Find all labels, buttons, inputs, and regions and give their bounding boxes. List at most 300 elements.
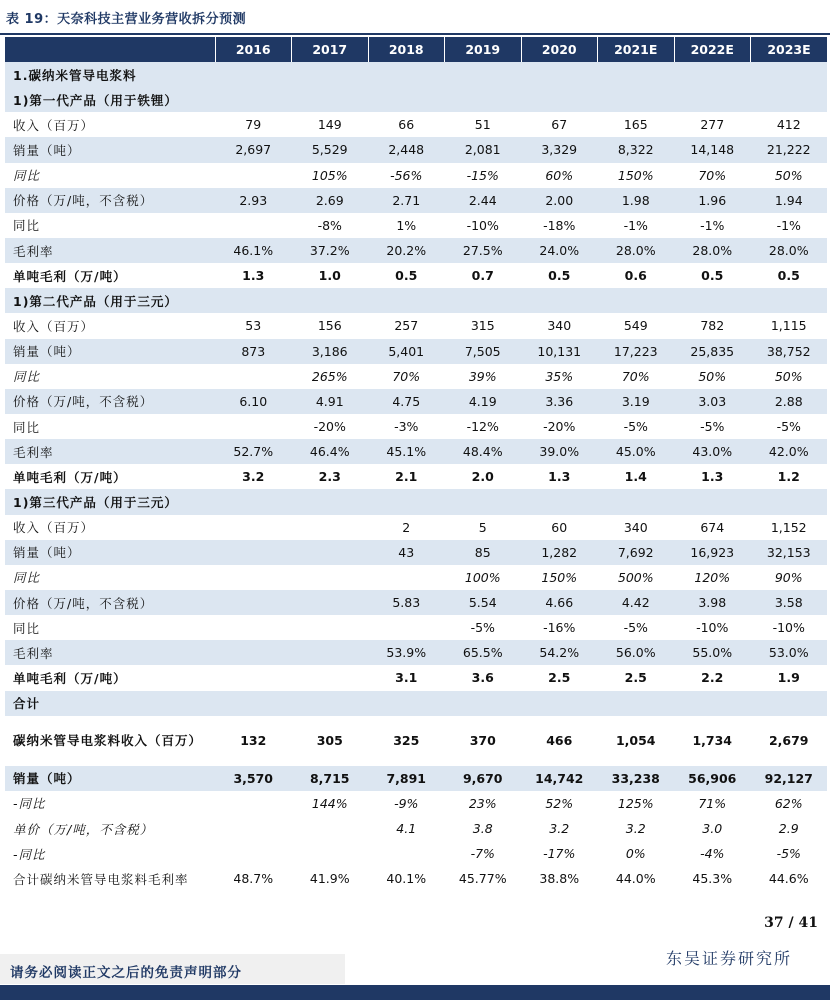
table-cell: [368, 841, 445, 866]
table-cell: 3.03: [674, 389, 751, 414]
row-label: 单吨毛利（万/吨）: [13, 469, 127, 485]
table-cell: [292, 62, 369, 87]
header-cell: 2018: [368, 37, 445, 62]
table-cell: -12%: [466, 419, 499, 435]
table-cell: 53.0%: [751, 640, 828, 665]
caption-rule: [0, 33, 830, 35]
row-label: 同比: [13, 168, 41, 184]
table-row: [5, 213, 827, 238]
table-cell: -17%: [543, 846, 576, 862]
table-cell: 5: [478, 519, 487, 535]
table-cell: 100%: [464, 569, 501, 585]
table-cell: 14,148: [674, 137, 751, 162]
table-row: [5, 816, 827, 841]
table-cell: 46.1%: [215, 238, 292, 263]
table-cell: 3,186: [292, 339, 369, 364]
row-label: 价格（万/吨，不含税）: [5, 389, 215, 414]
table-cell: 3.6: [471, 670, 494, 686]
table-cell: 0.7: [471, 268, 494, 284]
table-cell: [368, 288, 445, 313]
table-cell: -8%: [317, 217, 342, 233]
table-cell: 25,835: [674, 339, 751, 364]
row-label: -同比: [13, 796, 46, 812]
table-cell: 277: [700, 117, 725, 133]
row-label: 同比: [13, 419, 41, 435]
table-cell: -1%: [623, 217, 648, 233]
table-cell: 466: [546, 733, 573, 749]
row-label: 合计: [5, 691, 215, 716]
table-cell: 2: [402, 519, 411, 535]
table-cell: [215, 163, 292, 188]
table-cell: 1.3: [548, 469, 571, 485]
row-label: 碳纳米管导电浆料收入（百万）: [13, 733, 203, 749]
table-cell: -7%: [470, 846, 495, 862]
table-row: [5, 439, 827, 464]
table-cell: 3.36: [521, 389, 598, 414]
table-cell: 5.83: [368, 590, 445, 615]
firm-name: 东吴证券研究所: [665, 949, 792, 968]
table-cell: [445, 288, 522, 313]
table-cell: 5.54: [445, 590, 522, 615]
table-cell: [751, 489, 828, 514]
table-cell: [368, 565, 445, 590]
table-cell: [215, 540, 292, 565]
table-cell: 150%: [541, 569, 578, 585]
row-label: 单吨毛利（万/吨）: [13, 268, 127, 284]
table-cell: [598, 62, 675, 87]
table-cell: 132: [240, 733, 267, 749]
table-cell: 105%: [311, 167, 348, 183]
table-cell: [215, 816, 292, 841]
table-cell: 1.96: [674, 188, 751, 213]
table-cell: [368, 691, 445, 716]
row-label: 销量（吨）: [5, 137, 215, 162]
table-cell: 46.4%: [292, 439, 369, 464]
table-cell: [292, 816, 369, 841]
table-cell: 782: [700, 318, 725, 334]
table-cell: 42.0%: [751, 439, 828, 464]
table-cell: 265%: [311, 368, 348, 384]
row-label: 单吨毛利（万/吨）: [13, 670, 127, 686]
table-cell: [751, 87, 828, 112]
header-row: [5, 37, 827, 62]
table-cell: 56.0%: [598, 640, 675, 665]
table-cell: 0.5: [395, 268, 418, 284]
table-cell: [215, 489, 292, 514]
table-cell: 38,752: [751, 339, 828, 364]
table-cell: 125%: [617, 795, 654, 811]
table-cell: [521, 62, 598, 87]
table-row: [5, 188, 827, 213]
table-cell: 28.0%: [674, 238, 751, 263]
table-cell: 50%: [774, 368, 803, 384]
table-row: [5, 590, 827, 615]
table-cell: 3,329: [521, 137, 598, 162]
table-cell: [215, 565, 292, 590]
table-cell: 1.98: [598, 188, 675, 213]
bottom-bar: [0, 985, 830, 1000]
table-cell: 20.2%: [368, 238, 445, 263]
table-row: [5, 841, 827, 866]
table-row: [5, 112, 827, 137]
table-cell: 6.10: [215, 389, 292, 414]
table-cell: 3.8: [472, 821, 493, 836]
table-cell: [292, 691, 369, 716]
table-cell: 48.4%: [445, 439, 522, 464]
table-caption: 表 19：天奈科技主营业务营收拆分预测: [6, 12, 247, 27]
page-number: 37 / 41: [764, 915, 818, 931]
table-cell: [215, 841, 292, 866]
table-cell: [215, 640, 292, 665]
table-cell: 156: [317, 318, 342, 334]
table-cell: 120%: [694, 569, 731, 585]
row-label: 毛利率: [5, 439, 215, 464]
row-label: 毛利率: [5, 238, 215, 263]
table-body: [5, 62, 827, 891]
table-cell: 500%: [617, 569, 654, 585]
table-cell: 2.44: [445, 188, 522, 213]
table-cell: 2.5: [548, 670, 571, 686]
table-cell: 37.2%: [292, 238, 369, 263]
table-cell: 39%: [468, 368, 497, 384]
table-cell: 674: [700, 519, 725, 535]
table-cell: 5,401: [368, 339, 445, 364]
table-cell: 2.00: [521, 188, 598, 213]
table-cell: 4.42: [598, 590, 675, 615]
table-cell: 41.9%: [309, 871, 350, 887]
table-cell: [215, 590, 292, 615]
table-cell: 45.1%: [368, 439, 445, 464]
table-cell: 32,153: [751, 540, 828, 565]
table-cell: [292, 615, 369, 640]
table-cell: 9,670: [445, 766, 522, 791]
table-cell: 3.2: [242, 469, 265, 485]
table-cell: 5,529: [292, 137, 369, 162]
table-cell: 340: [547, 318, 572, 334]
table-cell: 24.0%: [521, 238, 598, 263]
table-cell: [751, 691, 828, 716]
table-cell: [215, 665, 292, 690]
table-cell: [368, 489, 445, 514]
table-cell: 3.2: [549, 821, 570, 836]
row-label: 1)第二代产品（用于三元）: [5, 288, 215, 313]
table-cell: 257: [394, 318, 419, 334]
table-cell: -5%: [700, 419, 725, 435]
table-cell: -1%: [776, 217, 801, 233]
row-label: 毛利率: [5, 640, 215, 665]
header-cell: 2022E: [674, 37, 751, 62]
table-cell: 60%: [545, 167, 574, 183]
table-cell: -10%: [696, 620, 729, 636]
row-label: 同比: [13, 570, 41, 586]
table-cell: 3.58: [751, 590, 828, 615]
table-cell: 3.1: [395, 670, 418, 686]
table-cell: 1.3: [242, 268, 265, 284]
table-row: [5, 565, 827, 590]
table-cell: 1.9: [777, 670, 800, 686]
table-cell: [368, 62, 445, 87]
table-cell: [598, 691, 675, 716]
table-row: [5, 163, 827, 188]
table-cell: [521, 87, 598, 112]
table-row: [5, 515, 827, 540]
table-cell: [215, 288, 292, 313]
table-cell: [674, 288, 751, 313]
table-row: [5, 665, 827, 690]
row-label: 收入（百万）: [13, 117, 95, 133]
table-cell: 90%: [774, 569, 803, 585]
table-cell: 2,081: [445, 137, 522, 162]
table-cell: 0%: [625, 846, 646, 862]
table-cell: [292, 565, 369, 590]
table-cell: [751, 62, 828, 87]
row-label: 同比: [13, 620, 41, 636]
table-cell: [292, 640, 369, 665]
table-cell: 8,715: [292, 766, 369, 791]
table-cell: 33,238: [598, 766, 675, 791]
table-cell: -5%: [470, 620, 495, 636]
table-cell: [215, 791, 292, 816]
table-cell: 2.5: [624, 670, 647, 686]
section-row: [5, 691, 827, 716]
table-cell: 305: [316, 733, 343, 749]
table-cell: 21,222: [751, 137, 828, 162]
table-cell: 3.98: [674, 590, 751, 615]
table-cell: 3.19: [598, 389, 675, 414]
table-cell: -10%: [772, 620, 805, 636]
table-cell: [292, 515, 369, 540]
table-cell: 1.2: [777, 469, 800, 485]
table-cell: [292, 665, 369, 690]
section-row: [5, 489, 827, 514]
table-cell: -5%: [776, 846, 801, 862]
header-cell: 2021E: [598, 37, 675, 62]
header-cell: 2016: [215, 37, 292, 62]
table-cell: 4.19: [445, 389, 522, 414]
table-row: [5, 364, 827, 389]
table-cell: 65.5%: [445, 640, 522, 665]
table-cell: 1,152: [770, 519, 807, 535]
table-cell: 52%: [545, 795, 574, 811]
table-cell: 2,697: [215, 137, 292, 162]
table-cell: [598, 489, 675, 514]
table-cell: 1,734: [692, 733, 733, 749]
section-row: [5, 288, 827, 313]
row-label: 收入（百万）: [13, 520, 95, 536]
table-cell: 43: [368, 540, 445, 565]
table-row: [5, 238, 827, 263]
table-cell: 1,054: [615, 733, 656, 749]
table-cell: 53.9%: [368, 640, 445, 665]
table-cell: -5%: [623, 419, 648, 435]
row-label: 同比: [13, 369, 41, 385]
table-cell: [215, 62, 292, 87]
row-label: -同比: [13, 846, 46, 862]
table-cell: [521, 288, 598, 313]
table-cell: [368, 615, 445, 640]
table-cell: 4.66: [521, 590, 598, 615]
table-cell: [368, 87, 445, 112]
table-cell: [598, 87, 675, 112]
row-label: 合计碳纳米管导电浆料毛利率: [13, 871, 189, 887]
table-cell: 2.9: [778, 821, 799, 836]
table-cell: 52.7%: [215, 439, 292, 464]
table-cell: 0.5: [777, 268, 800, 284]
table-cell: 70%: [621, 368, 650, 384]
table-cell: 54.2%: [521, 640, 598, 665]
table-cell: 4.1: [396, 821, 417, 836]
table-cell: 7,891: [368, 766, 445, 791]
table-cell: 55.0%: [674, 640, 751, 665]
table-cell: 44.6%: [768, 871, 809, 887]
header-cell: 2023E: [751, 37, 828, 62]
table-cell: 3.2: [625, 821, 646, 836]
table-cell: 51: [474, 117, 491, 133]
table-cell: 4.75: [368, 389, 445, 414]
table-cell: 2.93: [215, 188, 292, 213]
table-cell: -16%: [543, 620, 576, 636]
table-cell: 56,906: [674, 766, 751, 791]
header-cell: 2019: [445, 37, 522, 62]
table-cell: 2,448: [368, 137, 445, 162]
table-cell: 79: [245, 117, 262, 133]
table-cell: 0.5: [701, 268, 724, 284]
table-row: [5, 791, 827, 816]
table-cell: 62%: [774, 795, 803, 811]
table-cell: -9%: [394, 795, 419, 811]
header-cell: 2017: [292, 37, 369, 62]
table-cell: [674, 87, 751, 112]
table-cell: [215, 414, 292, 439]
row-label: 价格（万/吨，不含税）: [5, 188, 215, 213]
table-cell: 14,742: [521, 766, 598, 791]
table-cell: 50%: [774, 167, 803, 183]
table-cell: [215, 615, 292, 640]
table-cell: 7,505: [445, 339, 522, 364]
table-cell: 2.3: [318, 469, 341, 485]
table-cell: -5%: [776, 419, 801, 435]
table-row: [5, 263, 827, 288]
section-row: [5, 87, 827, 112]
table-cell: 315: [470, 318, 495, 334]
table-cell: 17,223: [598, 339, 675, 364]
table-cell: -56%: [390, 167, 423, 183]
table-cell: 50%: [698, 368, 727, 384]
table-cell: 45.0%: [598, 439, 675, 464]
table-cell: [674, 691, 751, 716]
table-row: [5, 313, 827, 338]
table-row: [5, 414, 827, 439]
table-cell: 23%: [468, 795, 497, 811]
table-cell: 39.0%: [521, 439, 598, 464]
table-cell: 27.5%: [445, 238, 522, 263]
table-cell: 71%: [698, 795, 727, 811]
table-cell: 873: [215, 339, 292, 364]
table-cell: 549: [623, 318, 648, 334]
row-label: 收入（百万）: [13, 318, 95, 334]
table-cell: 60: [551, 519, 568, 535]
table-cell: 67: [551, 117, 568, 133]
table-cell: 85: [445, 540, 522, 565]
table-cell: 2.88: [751, 389, 828, 414]
table-cell: 1,282: [521, 540, 598, 565]
table-cell: 1.0: [318, 268, 341, 284]
table-cell: 28.0%: [598, 238, 675, 263]
table-row: [5, 339, 827, 364]
table-cell: [215, 213, 292, 238]
table-cell: -10%: [466, 217, 499, 233]
table-row: [5, 389, 827, 414]
table-cell: 92,127: [751, 766, 828, 791]
table-row: [5, 464, 827, 489]
table-cell: 3,570: [215, 766, 292, 791]
table-cell: 1.4: [624, 469, 647, 485]
table-cell: 165: [623, 117, 648, 133]
table-cell: [445, 62, 522, 87]
table-cell: 10,131: [521, 339, 598, 364]
table-cell: 2.1: [395, 469, 418, 485]
row-label: 销量（吨）: [5, 540, 215, 565]
table-cell: 2.2: [701, 670, 724, 686]
table-row: [5, 866, 827, 891]
row-label: 同比: [13, 218, 41, 234]
table-cell: -4%: [700, 846, 725, 862]
table-row: [5, 540, 827, 565]
table-cell: -20%: [313, 419, 346, 435]
table-cell: -5%: [623, 620, 648, 636]
table-cell: 45.77%: [458, 871, 507, 887]
table-cell: 53: [245, 318, 262, 334]
table-cell: [445, 691, 522, 716]
table-cell: 3.0: [702, 821, 723, 836]
table-cell: -15%: [466, 167, 499, 183]
table-row: [5, 615, 827, 640]
table-cell: [215, 364, 292, 389]
table-cell: 0.5: [548, 268, 571, 284]
table-cell: 150%: [617, 167, 654, 183]
table-cell: [292, 489, 369, 514]
table-cell: 2,679: [768, 733, 809, 749]
table-row: [5, 716, 827, 766]
table-cell: 44.0%: [615, 871, 656, 887]
table-cell: [292, 590, 369, 615]
table-row: [5, 137, 827, 162]
table-cell: 1.3: [701, 469, 724, 485]
row-label: 单价（万/吨，不含税）: [13, 821, 154, 837]
table-cell: 66: [398, 117, 415, 133]
table-cell: 35%: [545, 368, 574, 384]
table-cell: [674, 62, 751, 87]
forecast-table: [5, 37, 827, 891]
row-label: 1)第一代产品（用于铁锂）: [5, 87, 215, 112]
header-cell: 2020: [521, 37, 598, 62]
table-cell: 340: [623, 519, 648, 535]
row-label: 1)第三代产品（用于三元）: [5, 489, 215, 514]
table-cell: [292, 841, 369, 866]
table-cell: 144%: [311, 795, 348, 811]
table-cell: 4.91: [292, 389, 369, 414]
row-label: 1.碳纳米管导电浆料: [5, 62, 215, 87]
table-cell: 70%: [392, 368, 421, 384]
table-cell: 48.7%: [233, 871, 274, 887]
table-cell: 2.71: [368, 188, 445, 213]
table-cell: 0.6: [624, 268, 647, 284]
table-cell: 1,115: [770, 318, 807, 334]
table-cell: 412: [776, 117, 801, 133]
table-cell: 370: [469, 733, 496, 749]
table-cell: 325: [393, 733, 420, 749]
table-cell: 45.3%: [692, 871, 733, 887]
